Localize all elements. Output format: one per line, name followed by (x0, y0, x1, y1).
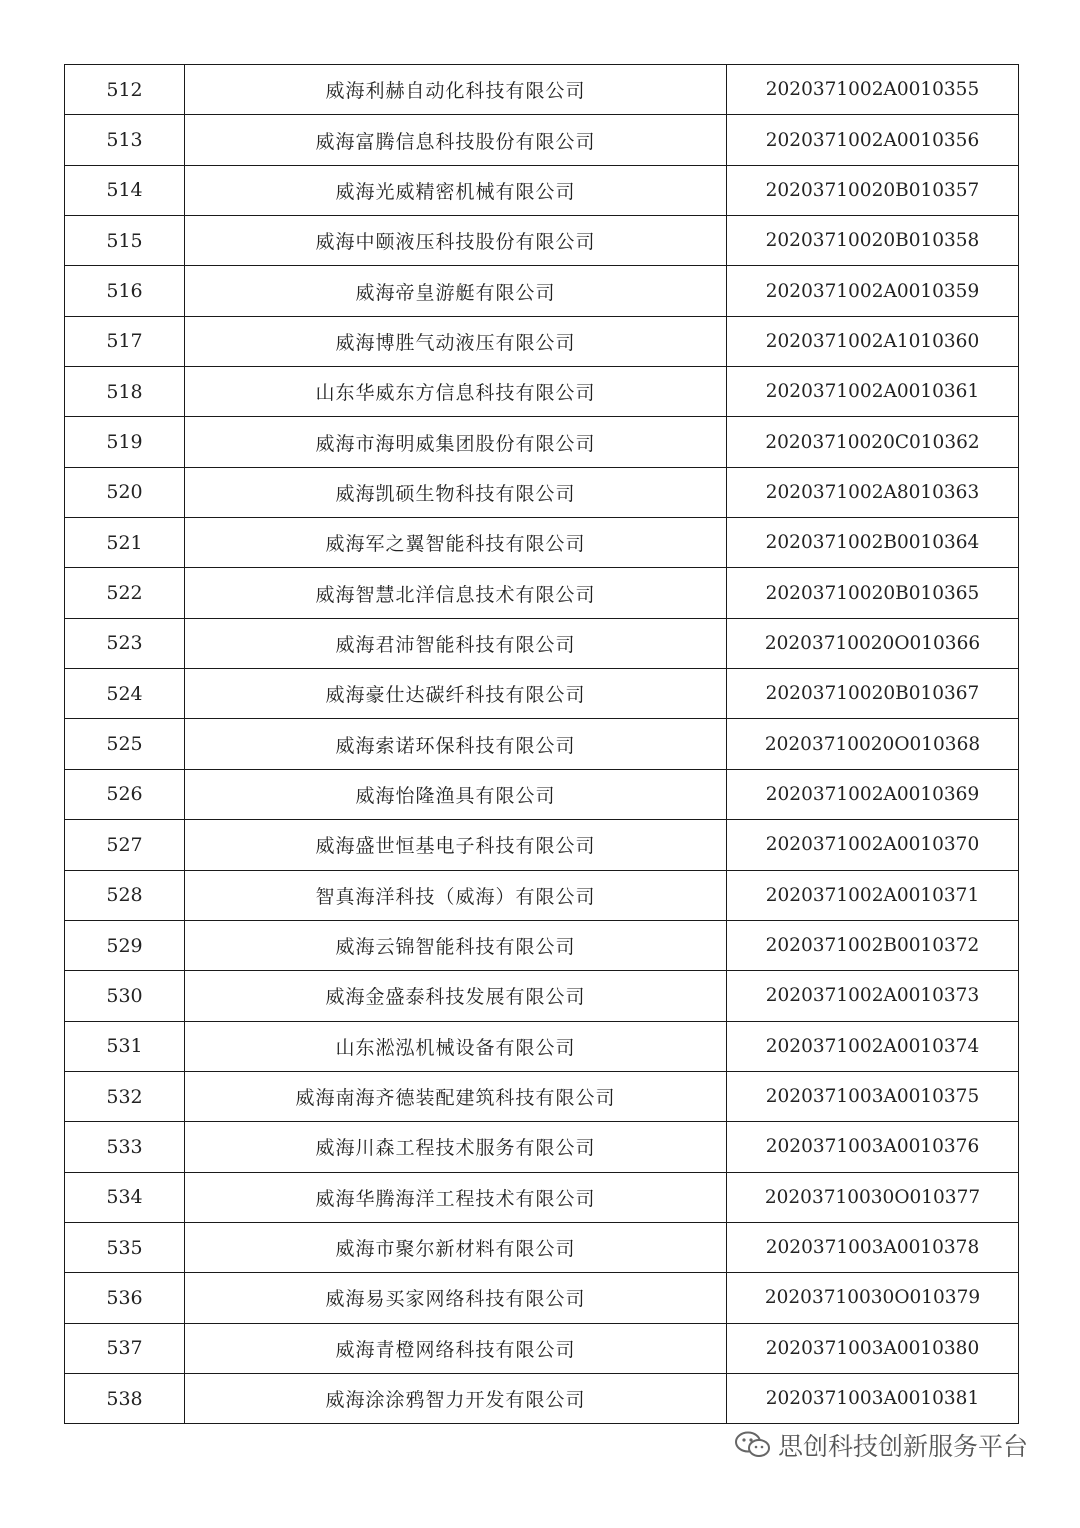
table-row (65, 971, 1019, 1021)
registration-code-cell: 2020371002A0010373 (727, 971, 1019, 1021)
registration-code-cell: 20203710020B010367 (727, 669, 1019, 719)
row-number-cell: 526 (65, 769, 185, 819)
company-name-cell: 山东华威东方信息科技有限公司 (185, 367, 727, 417)
registration-code-cell: 2020371002A1010360 (727, 316, 1019, 366)
company-list-table (64, 64, 1019, 1424)
table-body (65, 65, 1019, 1424)
table-row (65, 65, 1019, 115)
wechat-icon (734, 1430, 772, 1460)
row-number-cell: 532 (65, 1071, 185, 1121)
registration-code-cell: 2020371002A0010361 (727, 367, 1019, 417)
company-name-cell: 威海华腾海洋工程技术有限公司 (185, 1172, 727, 1222)
table-row (65, 1273, 1019, 1323)
registration-code-cell: 2020371003A0010380 (727, 1323, 1019, 1373)
registration-code-cell: 2020371002A0010371 (727, 870, 1019, 920)
row-number-cell: 516 (65, 266, 185, 316)
row-number-cell: 522 (65, 568, 185, 618)
table-row (65, 1373, 1019, 1423)
company-name-cell: 威海帝皇游艇有限公司 (185, 266, 727, 316)
registration-code-cell: 2020371003A0010381 (727, 1373, 1019, 1423)
table-row (65, 316, 1019, 366)
table-row (65, 467, 1019, 517)
company-name-cell: 威海利赫自动化科技有限公司 (185, 65, 727, 115)
row-number-cell: 530 (65, 971, 185, 1021)
registration-code-cell: 2020371002A0010370 (727, 820, 1019, 870)
watermark (734, 1425, 1028, 1465)
company-name-cell: 威海豪仕达碳纤科技有限公司 (185, 669, 727, 719)
row-number-cell: 517 (65, 316, 185, 366)
company-name-cell: 威海军之翼智能科技有限公司 (185, 518, 727, 568)
registration-code-cell: 20203710020C010362 (727, 417, 1019, 467)
company-name-cell: 威海中颐液压科技股份有限公司 (185, 216, 727, 266)
company-name-cell: 威海易买家网络科技有限公司 (185, 1273, 727, 1323)
company-name-cell: 威海智慧北洋信息技术有限公司 (185, 568, 727, 618)
company-name-cell: 威海凯硕生物科技有限公司 (185, 467, 727, 517)
registration-code-cell: 20203710020O010368 (727, 719, 1019, 769)
registration-code-cell: 2020371002A0010355 (727, 65, 1019, 115)
table-row (65, 920, 1019, 970)
company-name-cell: 威海君沛智能科技有限公司 (185, 618, 727, 668)
row-number-cell: 512 (65, 65, 185, 115)
table-row (65, 1222, 1019, 1272)
table-row (65, 165, 1019, 215)
row-number-cell: 523 (65, 618, 185, 668)
table-row (65, 568, 1019, 618)
registration-code-cell: 2020371002B0010364 (727, 518, 1019, 568)
table-row (65, 1122, 1019, 1172)
table-row (65, 417, 1019, 467)
table-row (65, 618, 1019, 668)
registration-code-cell: 2020371003A0010378 (727, 1222, 1019, 1272)
table-row (65, 820, 1019, 870)
company-name-cell: 威海索诺环保科技有限公司 (185, 719, 727, 769)
row-number-cell: 534 (65, 1172, 185, 1222)
table-row (65, 266, 1019, 316)
company-name-cell: 威海南海齐德装配建筑科技有限公司 (185, 1071, 727, 1121)
company-name-cell: 威海怡隆渔具有限公司 (185, 769, 727, 819)
table-row (65, 1172, 1019, 1222)
table-row (65, 1323, 1019, 1373)
registration-code-cell: 20203710020O010366 (727, 618, 1019, 668)
table-row (65, 1021, 1019, 1071)
registration-code-cell: 2020371002A8010363 (727, 467, 1019, 517)
registration-code-cell: 2020371003A0010375 (727, 1071, 1019, 1121)
registration-code-cell: 2020371002A0010356 (727, 115, 1019, 165)
row-number-cell: 531 (65, 1021, 185, 1071)
company-name-cell: 威海青橙网络科技有限公司 (185, 1323, 727, 1373)
row-number-cell: 533 (65, 1122, 185, 1172)
company-name-cell: 威海金盛泰科技发展有限公司 (185, 971, 727, 1021)
row-number-cell: 518 (65, 367, 185, 417)
row-number-cell: 527 (65, 820, 185, 870)
table-row (65, 870, 1019, 920)
registration-code-cell: 2020371002A0010374 (727, 1021, 1019, 1071)
table-row (65, 769, 1019, 819)
company-name-cell: 威海涂涂鸦智力开发有限公司 (185, 1373, 727, 1423)
registration-code-cell: 20203710020B010358 (727, 216, 1019, 266)
row-number-cell: 520 (65, 467, 185, 517)
company-name-cell: 威海盛世恒基电子科技有限公司 (185, 820, 727, 870)
registration-code-cell: 2020371002B0010372 (727, 920, 1019, 970)
row-number-cell: 536 (65, 1273, 185, 1323)
company-name-cell: 山东淞泓机械设备有限公司 (185, 1021, 727, 1071)
company-name-cell: 威海云锦智能科技有限公司 (185, 920, 727, 970)
table-row (65, 216, 1019, 266)
registration-code-cell: 2020371002A0010359 (727, 266, 1019, 316)
row-number-cell: 537 (65, 1323, 185, 1373)
company-name-cell: 威海博胜气动液压有限公司 (185, 316, 727, 366)
row-number-cell: 524 (65, 669, 185, 719)
registration-code-cell: 20203710030O010379 (727, 1273, 1019, 1323)
registration-code-cell: 20203710020B010357 (727, 165, 1019, 215)
company-name-cell: 威海光威精密机械有限公司 (185, 165, 727, 215)
registration-code-cell: 20203710030O010377 (727, 1172, 1019, 1222)
row-number-cell: 515 (65, 216, 185, 266)
table-row (65, 669, 1019, 719)
row-number-cell: 525 (65, 719, 185, 769)
row-number-cell: 519 (65, 417, 185, 467)
table-row (65, 1071, 1019, 1121)
company-name-cell: 威海市聚尔新材料有限公司 (185, 1222, 727, 1272)
row-number-cell: 514 (65, 165, 185, 215)
registration-code-cell: 2020371003A0010376 (727, 1122, 1019, 1172)
registration-code-cell: 20203710020B010365 (727, 568, 1019, 618)
company-name-cell: 威海市海明威集团股份有限公司 (185, 417, 727, 467)
row-number-cell: 529 (65, 920, 185, 970)
row-number-cell: 535 (65, 1222, 185, 1272)
table-row (65, 719, 1019, 769)
row-number-cell: 528 (65, 870, 185, 920)
company-name-cell: 威海富腾信息科技股份有限公司 (185, 115, 727, 165)
row-number-cell: 538 (65, 1373, 185, 1423)
registration-code-cell: 2020371002A0010369 (727, 769, 1019, 819)
row-number-cell: 513 (65, 115, 185, 165)
company-name-cell: 威海川森工程技术服务有限公司 (185, 1122, 727, 1172)
table-row (65, 367, 1019, 417)
row-number-cell: 521 (65, 518, 185, 568)
watermark-text: 思创科技创新服务平台 (778, 1432, 1029, 1461)
company-name-cell: 智真海洋科技（威海）有限公司 (185, 870, 727, 920)
table-row (65, 518, 1019, 568)
table-row (65, 115, 1019, 165)
